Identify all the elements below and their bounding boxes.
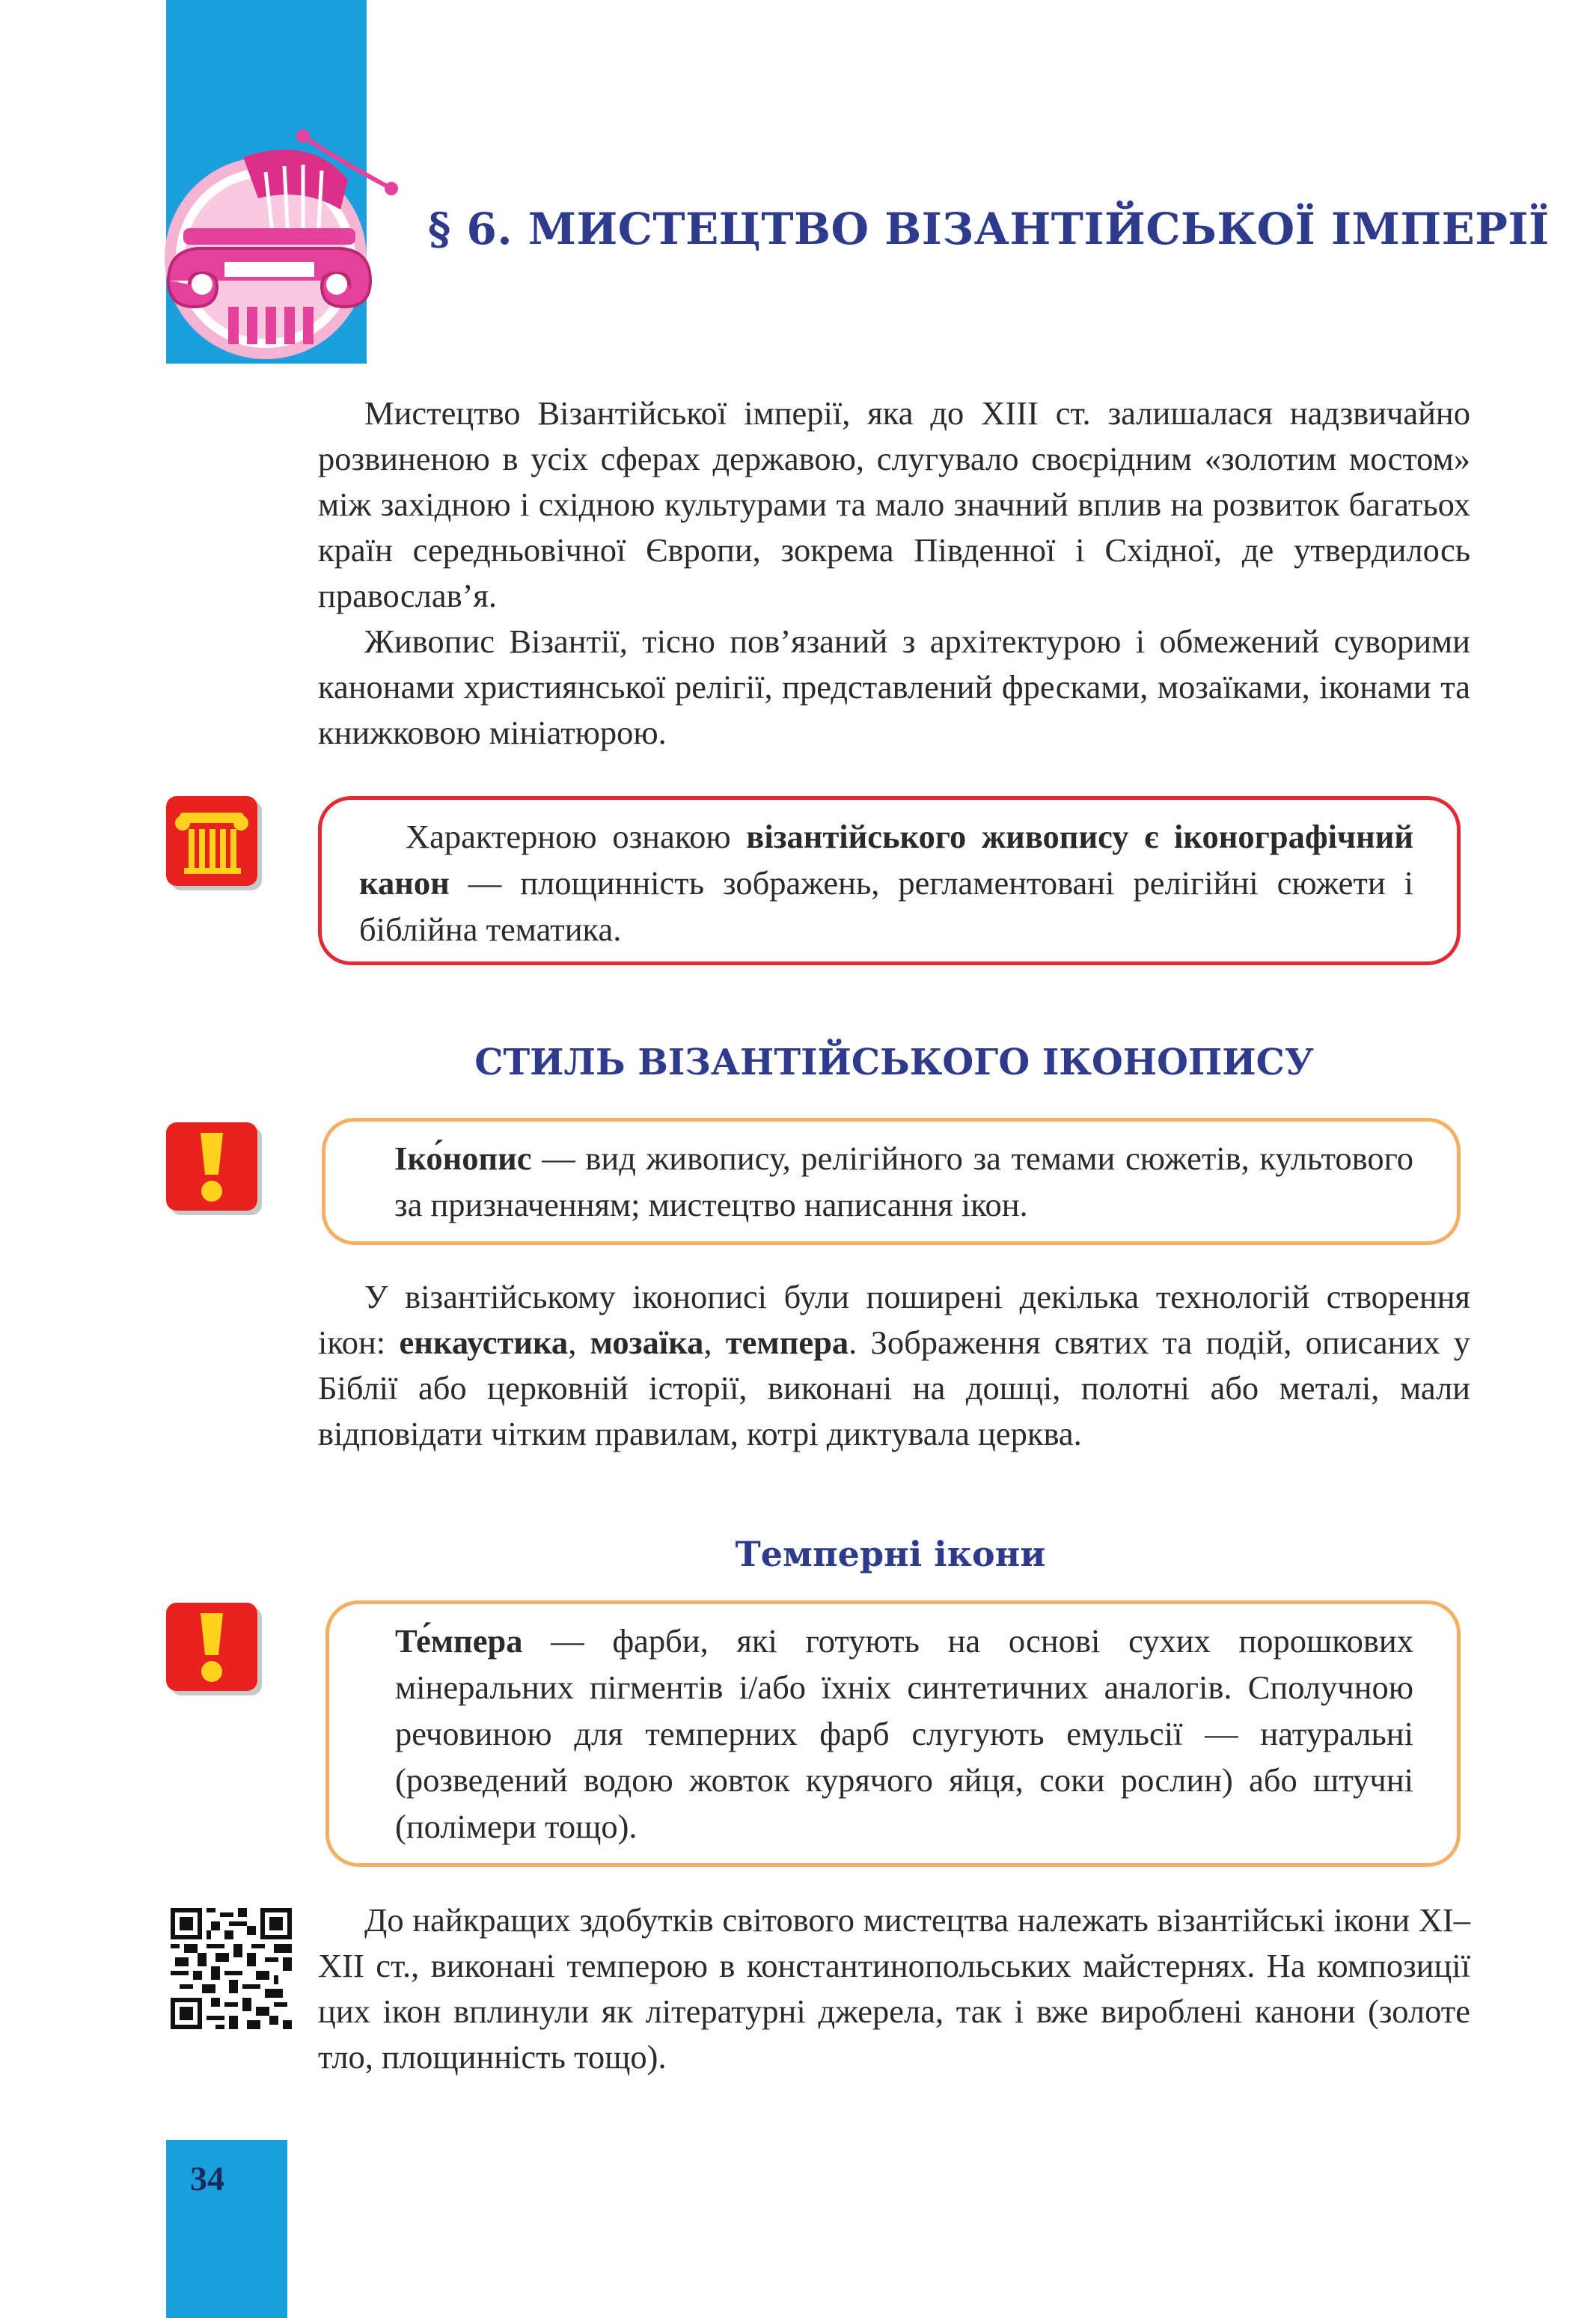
qr-code-icon[interactable] — [171, 1908, 292, 2029]
subsection-heading: Темперні ікони — [735, 1534, 1046, 1574]
intro-paragraph-1: Мистецтво Візантійської імперії, яка до XIII ст. залишалася надзвичайно розвиненою в усіх сферах державою, слугувало своєрідним «золотим мостом» між західною і східною культурами та мало значний вплив на розвиток багатьох країн середньовічної Європи, зокрема Південної і Східної, де утвердилось православ’я. — [318, 394, 1470, 614]
intro-paragraph-2: Живопис Візантії, тісно пов’язаний з архітектурою і обмежений суворими канонами християнської релігії, представлений фресками, мозаїками, іконами та книжковою мініатюрою. — [318, 623, 1470, 751]
byzantine-icons-paragraph: До найкращих здобутків світового мистецтва належать візантійські ікони XI–XII ст., виконані темперою в константинопольських майстернях. На композиції цих ікон вплинули як літературні джерела, так і вже вироблені канони (золоте тло, площинність тощо). — [318, 1901, 1470, 2076]
exclamation-icon — [166, 1603, 257, 1691]
page-number: 34 — [190, 2159, 224, 2198]
page-number-tab — [166, 2140, 287, 2318]
tempera-definition-box: Те́мпера — фарби, які готують на основі сухих порошкових мінеральних пігментів і/або їхніх синтетичних аналогів. Сполучною речовиною для темперних фарб слугують емульсії — натуральні (розведений водою жовток курячого яйця, соки рослин) або штучні (полімери тощо). — [325, 1600, 1461, 1867]
iconopys-definition-box: Іко́нопис — вид живопису, релігійного за темами сюжетів, культового за призначенням; мистецтво написання ікон. — [322, 1118, 1461, 1245]
ionic-column-lyre-icon — [153, 127, 408, 359]
page-title: § 6. МИСТЕЦТВО ВІЗАНТІЙСЬКОЇ ІМПЕРІЇ — [428, 204, 1550, 254]
section-heading: СТИЛЬ ВІЗАНТІЙСЬКОГО ІКОНОПИСУ — [474, 1042, 1314, 1083]
technologies-paragraph: У візантійському іконописі були поширені декілька технологій створення ікон: енкаустика, мозаїка, темпера. Зображення святих та подій, описаних у Біблії або церковній історії, виконані на дошці, полотні або металі, мали відповідати чітким правилам, котрі диктувала церква. — [318, 1278, 1471, 1452]
exclamation-icon — [166, 1122, 257, 1211]
column-icon — [166, 796, 257, 886]
canon-note-box: Характерною ознакою візантійського живопису є іконографічний канон — площинність зображень, регламентовані релігійні сюжети і біблійна тематика. — [318, 796, 1461, 965]
